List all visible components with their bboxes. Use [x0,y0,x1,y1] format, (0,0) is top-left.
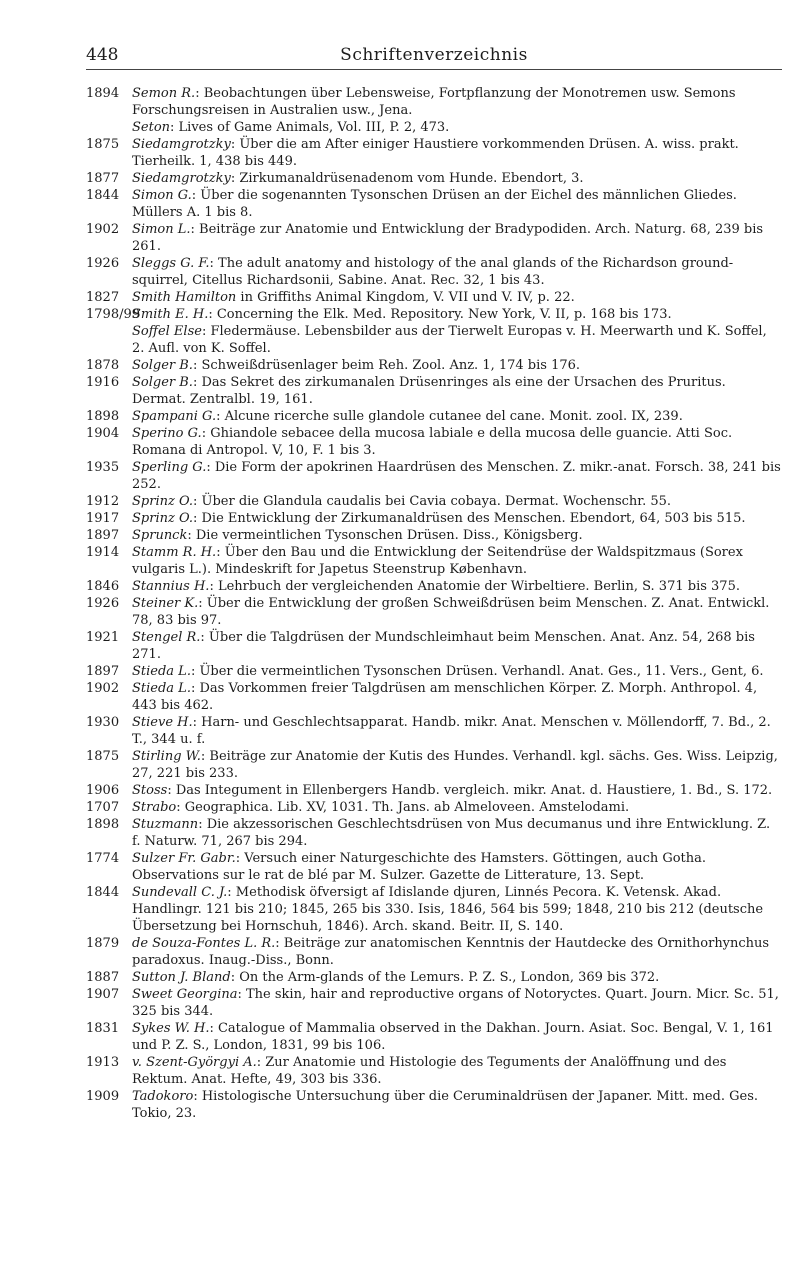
bibliography-entry [86,884,782,935]
entry-year: 1912 [86,494,120,509]
entry-author: Stieda L. [132,664,191,679]
entry-author: Sprunck [132,528,188,543]
entry-author: Stamm R. H. [132,545,217,560]
entry-year: 1930 [86,715,120,730]
entry-citation: : Fledermäuse. Lebensbilder aus der Tierwelt Europas v. H. Meerwarth und K. Soffel, 2. Aufl. von K. Soffel. [132,324,767,356]
entry-citation: : On the Arm-glands of the Lemurs. P. Z. S., London, 369 bis 372. [230,970,660,985]
entry-citation: : Das Integument in Ellenbergers Handb. vergleich. mikr. Anat. d. Haustiere, 1. Bd., S. 172. [167,783,773,798]
entry-year: 1875 [86,749,120,764]
entry-year: 1898 [86,409,120,424]
bibliography-entry [86,425,782,459]
entry-year: 1906 [86,783,120,798]
entry-citation: : Lehrbuch der vergleichenden Anatomie der Wirbeltiere. Berlin, S. 371 bis 375. [209,579,740,594]
entry-author: de Souza-Fontes L. R. [132,936,276,951]
entry-citation: : Methodisk öfversigt af Idislande djuren, Linnés Pecora. K. Vetensk. Akad. Handlingr. 121 bis 210; 1845, 265 bis 330. Isis, 1846, 564 bis 599; 1848, 210 bis 212 (deutsche Übersetzung bei Hornschuh, 1846). Arch. skand. Beitr. II, S. 140. [132,885,764,934]
entry-citation: : Beiträge zur Anatomie und Entwicklung der Bradypodiden. Arch. Naturg. 68, 239 bis 261. [132,222,764,254]
bibliography-entry [86,748,782,782]
entry-year: 1914 [86,545,120,560]
entry-citation: : Über die vermeintlichen Tysonschen Drüsen. Verhandl. Anat. Ges., 11. Vers., Gent, 6. [190,664,764,679]
entry-year: 1897 [86,664,120,679]
entry-year: 1707 [86,800,120,815]
running-title: Schriftenverzeichnis [340,45,528,65]
entry-citation: : Über die Talgdrüsen der Mundschleimhaut beim Menschen. Anat. Anz. 54, 268 bis 271. [132,630,755,662]
entry-citation: : Beiträge zur Anatomie der Kutis des Hundes. Verhandl. kgl. sächs. Ges. Wiss. Leipzig, 27, 221 bis 233. [132,749,778,781]
entry-author: Simon L. [132,222,191,237]
bibliography-entry [86,170,782,187]
entry-year: 1926 [86,256,120,271]
entry-year: 1898 [86,817,120,832]
entry-citation: : Beobachtungen über Lebensweise, Fortpflanzung der Monotremen usw. Semons Forschungsreisen in Australien usw., Jena. [132,86,736,118]
page-number: 448 [86,45,119,65]
entry-author: Semon R. [132,86,196,101]
entry-citation: : Versuch einer Naturgeschichte des Hamsters. Göttingen, auch Gotha. Observations sur le rat de blé par M. Sulzer. Gazette de Litterature, 13. Sept. [132,851,707,883]
entry-year: 1887 [86,970,120,985]
bibliography-entry [86,459,782,493]
bibliography-entry [86,1088,782,1122]
entry-year: 1846 [86,579,120,594]
entry-year: 1831 [86,1021,120,1036]
bibliography-entry [86,357,782,374]
bibliography-entry [86,1020,782,1054]
entry-author: Simon G. [132,188,192,203]
entry-author: Sprinz O. [132,511,193,526]
entry-citation: : Ghiandole sebacee della mucosa labiale e della mucosa delle guancie. Atti Soc. Romana di Antropol. V, 10, F. 1 bis 3. [132,426,733,458]
entry-citation: : Harn- und Geschlechtsapparat. Handb. mikr. Anat. Menschen v. Möllendorff, 7. Bd., 2. T., 344 u. f. [132,715,771,747]
entry-citation: : Concerning the Elk. Med. Repository. New York, V. II, p. 168 bis 173. [208,307,672,322]
entry-author: v. Szent-Györgyi A. [132,1055,257,1070]
bibliography-entry [86,187,782,221]
entry-author: Sutton J. Bland [132,970,231,985]
entry-citation: in Griffiths Animal Kingdom, V. VII und V. IV, p. 22. [236,290,575,305]
entry-author: Solger B. [132,375,193,390]
entry-year: 1907 [86,987,120,1002]
entry-author: Steiner K. [132,596,199,611]
entry-year: 1844 [86,885,120,900]
entry-author: Solger B. [132,358,193,373]
entry-citation: : Das Sekret des zirkumanalen Drüsenringes als eine der Ursachen des Pruritus. Dermat. Zentralbl. 19, 161. [132,375,726,407]
bibliography-entry [86,595,782,629]
entry-citation: : Geographica. Lib. XV, 1031. Th. Jans. ab Almeloveen. Amstelodami. [176,800,630,815]
bibliography-entry [86,136,782,170]
bibliography-entry [86,493,782,510]
entry-year: 1875 [86,137,120,152]
entry-citation: : Alcune ricerche sulle glandole cutanee del cane. Monit. zool. IX, 239. [216,409,683,424]
entry-citation: : Über die am After einiger Haustiere vorkommenden Drüsen. A. wiss. prakt. Tierheilk. 1, 438 bis 449. [132,137,739,169]
bibliography-entry [86,289,782,306]
entry-author: Siedamgrotzky [132,137,231,152]
bibliography-entry [86,799,782,816]
entry-citation: : Die Entwicklung der Zirkumanaldrüsen des Menschen. Ebendort, 64, 503 bis 515. [192,511,746,526]
entry-author: Sleggs G. F. [132,256,210,271]
bibliography-entry [86,850,782,884]
entry-author: Stieve H. [132,715,193,730]
entry-year: 1926 [86,596,120,611]
bibliography-entry [86,969,782,986]
entry-author: Sperino G. [132,426,202,441]
bibliography-entry [86,1054,782,1088]
entry-author: Smith Hamilton [132,290,237,305]
bibliography-entry [86,714,782,748]
entry-citation: : Das Vorkommen freier Talgdrüsen am menschlichen Körper. Z. Morph. Anthropol. 4, 443 bis 462. [132,681,758,713]
bibliography-entry [86,85,782,119]
entry-citation: : Über die sogenannten Tysonschen Drüsen an der Eichel des männlichen Gliedes. Müllers A. 1 bis 8. [132,188,737,220]
entry-author: Stieda L. [132,681,191,696]
bibliography-entry [86,221,782,255]
entry-year: 1902 [86,222,120,237]
entry-author: Stengel R. [132,630,201,645]
bibliography-entry [86,935,782,969]
entry-author: Sykes W. H. [132,1021,210,1036]
entry-year: 1894 [86,86,120,101]
bibliography-entry [86,119,782,136]
bibliography-entry [86,680,782,714]
entry-year: 1909 [86,1089,120,1104]
entry-author: Spampani G. [132,409,217,424]
entry-citation: : Die akzessorischen Geschlechtsdrüsen von Mus decumanus und ihre Entwicklung. Z. f. Naturw. 71, 267 bis 294. [132,817,771,849]
entry-author: Sprinz O. [132,494,193,509]
entry-author: Siedamgrotzky [132,171,231,186]
entry-citation: : Die Form der apokrinen Haardrüsen des Menschen. Z. mikr.-anat. Forsch. 38, 241 bis 252. [132,460,781,492]
entry-author: Seton [132,120,171,135]
bibliography-entry [86,578,782,595]
entry-year: 1877 [86,171,120,186]
entry-year: 1935 [86,460,120,475]
entry-year: 1827 [86,290,120,305]
entry-year: 1917 [86,511,120,526]
entry-author: Smith E. H. [132,307,209,322]
entry-year: 1844 [86,188,120,203]
entry-year: 1897 [86,528,120,543]
entry-citation: : Zur Anatomie und Histologie des Teguments der Analöffnung und des Rektum. Anat. Hefte, 49, 303 bis 336. [132,1055,727,1087]
bibliography-list [86,85,782,1122]
bibliography-entry [86,629,782,663]
entry-citation: : Schweißdrüsenlager beim Reh. Zool. Anz. 1, 174 bis 176. [192,358,581,373]
entry-citation: : Zirkumanaldrüsenadenom vom Hunde. Ebendort, 3. [230,171,584,186]
entry-author: Strabo [132,800,177,815]
entry-citation: : Über die Glandula caudalis bei Cavia cobaya. Dermat. Wochenschr. 55. [192,494,672,509]
entry-citation: : Beiträge zur anatomischen Kenntnis der Hautdecke des Ornithorhynchus paradoxus. Inaug.-Diss., Bonn. [132,936,770,968]
entry-year: 1913 [86,1055,120,1070]
entry-citation: : The skin, hair and reproductive organs of Notoryctes. Quart. Journ. Micr. Sc. 51, 325 bis 344. [132,987,779,1019]
entry-author: Soffel Else [132,324,202,339]
bibliography-entry [86,510,782,527]
entry-author: Sweet Georgina [132,987,238,1002]
entry-author: Sundevall C. J. [132,885,228,900]
bibliography-entry [86,782,782,799]
entry-author: Tadokoro [132,1089,194,1104]
entry-year: 1916 [86,375,120,390]
entry-year: 1798/99 [86,307,141,322]
entry-citation: : Über den Bau und die Entwicklung der Seitendrüse der Waldspitzmaus (Sorex vulgaris L.). Mindeskrift for Japetus Steenstrup København. [132,545,743,577]
entry-author: Stoss [132,783,168,798]
entry-year: 1921 [86,630,120,645]
entry-author: Sperling G. [132,460,207,475]
bibliography-entry [86,255,782,289]
bibliography-entry [86,663,782,680]
entry-author: Sulzer Fr. Gabr. [132,851,236,866]
bibliography-entry [86,544,782,578]
entry-year: 1904 [86,426,120,441]
bibliography-entry [86,306,782,323]
entry-author: Stuzmann [132,817,199,832]
page-header [86,45,782,70]
entry-year: 1879 [86,936,120,951]
entry-citation: : Über die Entwicklung der großen Schweißdrüsen beim Menschen. Z. Anat. Entwickl. 78, 83 bis 97. [132,596,770,628]
bibliography-entry [86,986,782,1020]
bibliography-entry [86,323,782,357]
bibliography-entry [86,374,782,408]
entry-author: Stannius H. [132,579,210,594]
entry-citation: : Lives of Game Animals, Vol. III, P. 2, 473. [170,120,450,135]
entry-citation: : Catalogue of Mammalia observed in the Dakhan. Journ. Asiat. Soc. Bengal, V. 1, 161 und P. Z. S., London, 1831, 99 bis 106. [132,1021,774,1053]
entry-citation: : Histologische Untersuchung über die Ceruminaldrüsen der Japaner. Mitt. med. Ges. Tokio, 23. [132,1089,759,1121]
entry-year: 1774 [86,851,120,866]
bibliography-entry [86,527,782,544]
entry-year: 1902 [86,681,120,696]
bibliography-entry [86,408,782,425]
entry-citation: : The adult anatomy and histology of the anal glands of the Richardson ground-squirrel, Citellus Richardsonii, Sabine. Anat. Rec. 32, 1 bis 43. [132,256,734,288]
entry-author: Stirling W. [132,749,201,764]
entry-citation: : Die vermeintlichen Tysonschen Drüsen. Diss., Königsberg. [187,528,583,543]
bibliography-entry [86,816,782,850]
entry-year: 1878 [86,358,120,373]
